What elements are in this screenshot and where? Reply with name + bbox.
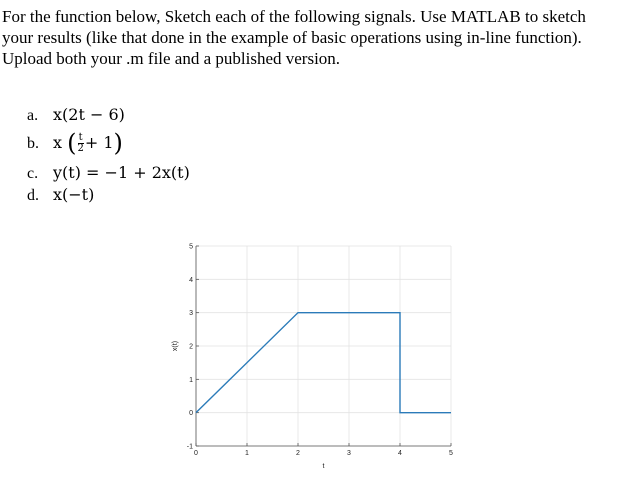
intro-line-2: your results (like that done in the example of basic operations using in-line function). bbox=[2, 28, 582, 47]
x-tick-label: 2 bbox=[296, 450, 300, 457]
task-expression: x(−t) bbox=[53, 185, 95, 204]
task-marker: d. bbox=[27, 187, 39, 204]
y-axis-label: x(t) bbox=[172, 340, 179, 352]
task-marker: a. bbox=[27, 107, 39, 124]
fraction-denominator: 2 bbox=[77, 143, 84, 154]
x-tick-label: 3 bbox=[347, 450, 351, 457]
task-b bbox=[27, 129, 123, 157]
x-tick-label: 5 bbox=[449, 450, 453, 457]
x-tick-label: 4 bbox=[398, 450, 402, 457]
fraction bbox=[78, 133, 84, 154]
problem-statement bbox=[2, 6, 626, 69]
task-expression: x ( $\frac{t}{2}$ + 1) bbox=[53, 129, 123, 157]
task-marker: c. bbox=[27, 165, 39, 182]
y-tick-label: 3 bbox=[189, 310, 193, 318]
y-tick-label: 1 bbox=[189, 376, 193, 384]
x-axis-label: t bbox=[322, 463, 325, 470]
intro-line-3: Upload both your .m file and a published version. bbox=[2, 49, 341, 68]
y-tick-label: 2 bbox=[189, 343, 193, 351]
fraction-numerator: t bbox=[78, 132, 83, 143]
expr-suffix: + 1 bbox=[84, 133, 114, 152]
x-tick-label: 0 bbox=[194, 450, 198, 457]
x-tick-label: 1 bbox=[245, 450, 249, 457]
y-tick-label: 0 bbox=[189, 410, 193, 418]
task-c bbox=[27, 162, 190, 184]
signal-plot bbox=[160, 236, 470, 476]
y-tick-label: 5 bbox=[189, 243, 193, 251]
task-d bbox=[27, 184, 94, 206]
y-tick-label: -1 bbox=[186, 443, 193, 451]
task-expression: y(t) = −1 + 2x(t) bbox=[53, 163, 190, 182]
task-expression: x(2t − 6) bbox=[53, 105, 125, 124]
intro-line-1: For the function below, Sketch each of the following signals. Use MATLAB to sketch bbox=[2, 7, 586, 26]
y-tick-label: 4 bbox=[189, 276, 193, 284]
task-marker: b. bbox=[27, 135, 39, 152]
expr-func: x bbox=[53, 133, 63, 152]
task-a bbox=[27, 104, 125, 126]
